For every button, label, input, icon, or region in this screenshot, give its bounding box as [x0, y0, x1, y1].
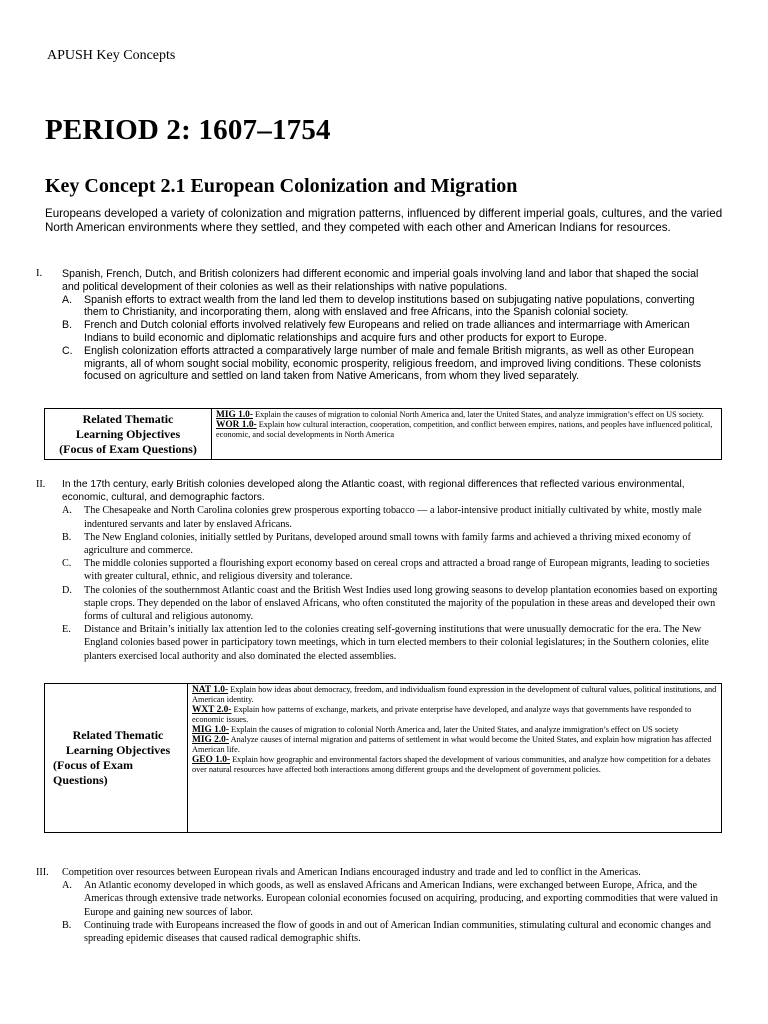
objective-text: Explain how patterns of exchange, markets, and private enterprise have developed, and analyze ways that governments have responded to economic issues.: [192, 705, 692, 724]
list-item: [62, 919, 718, 945]
item-text: The colonies of the southernmost Atlantic coast and the British West Indies used long growing seasons to develop plantation economies based on exporting staple crops. They depended on the labor of enslaved Africans, who often constituted the majority of the population in these areas and developed their own forms of cultural and religious autonomy.: [84, 584, 718, 623]
list-item: [62, 623, 718, 663]
item-text: The middle colonies supported a flourishing export economy based on cereal crops and attracted a broad range of European migrants, leading to societies with greater cultural, ethnic, and religious diversity and tolerance.: [84, 558, 710, 583]
objective: [192, 735, 717, 755]
objective-code: MIG 1.0-: [216, 410, 253, 420]
section-numeral: I.: [36, 268, 43, 279]
item-text: English colonization efforts attracted a comparatively large number of male and female British migrants, as well as other European migrants, all of whom sought social mobility, economic prosperity, religious freedom, and improved living conditions. These colonists focused on agriculture and settled on land taken from Native Americans, from whom they lived separately.: [84, 344, 702, 383]
objective-code: WOR 1.0-: [216, 420, 257, 430]
item-text: Continuing trade with Europeans increased the flow of goods in and out of American Indian communities, stimulating cultural and economic changes and spreading epidemic diseases that caused radical demographic shifts.: [84, 919, 711, 945]
item-text: The New England colonies, initially settled by Puritans, developed around small towns with family farms and achieved a thriving mixed economy of agriculture and commerce.: [84, 531, 691, 557]
objective-text: Explain how ideas about democracy, freedom, and individualism found expression in the development of cultural values, political institutions, and American identity.: [192, 685, 717, 704]
item-letter: C.: [62, 344, 73, 357]
section-numeral: II.: [36, 479, 46, 490]
document-header: APUSH Key Concepts: [47, 48, 176, 63]
objective-text: Explain how geographic and environmental factors shaped the development of various communities, and analyze how competition for a debates over natural resources have affected both interactions among different groups and the development of government policies.: [192, 755, 711, 774]
objectives-label: [45, 684, 188, 833]
section-iii-main: [36, 866, 718, 879]
list-item: [62, 319, 718, 345]
item-text: French and Dutch colonial efforts involved relatively few Europeans and relied on trade alliances and intermarriage with American Indians to build economic and diplomatic relationships and acquire furs and other products for export to Europe.: [84, 319, 690, 344]
section-ii: [36, 478, 718, 663]
objectives-list: [188, 684, 722, 833]
label-line: Learning Objectives: [65, 743, 171, 757]
objectives-label: [45, 409, 212, 460]
period-title: PERIOD 2: 1607–1754: [45, 114, 331, 146]
objective: [192, 685, 717, 705]
learning-objectives-table: [44, 683, 722, 833]
item-letter: E.: [62, 624, 71, 636]
objective-text: Explain the causes of migration to colonial North America and, later the United States, and analyze immigration’s effect on US society.: [252, 410, 704, 419]
objective-text: Explain the causes of migration to colonial North America and, later the United States, and analyze immigration’s effect on US society: [228, 725, 679, 734]
section-iii: [36, 866, 718, 945]
section-numeral: III.: [36, 867, 49, 878]
section-ii-main: [36, 478, 718, 504]
objective-text: Analyze causes of internal migration and patterns of settlement in what would become the United States, and explain how migration has affected American life.: [192, 735, 712, 754]
item-letter: B.: [62, 319, 73, 332]
list-item: [62, 879, 718, 919]
section-i-main: [36, 268, 718, 294]
objective-text: Explain how cultural interaction, cooperation, competition, and conflict between empires, nations, and peoples have influenced political, economic, and social developments in North America: [216, 420, 713, 439]
key-concept-title: Key Concept 2.1 European Colonization and Migration: [45, 175, 518, 197]
label-line: Learning Objectives: [75, 426, 181, 441]
objective: [216, 410, 717, 420]
label-line: Questions): [53, 773, 108, 787]
objective-code: WXT 2.0-: [192, 705, 232, 715]
item-letter: A.: [62, 293, 73, 306]
list-item: [62, 531, 718, 557]
item-text: The Chesapeake and North Carolina colonies grew prosperous exporting tobacco — a labor-intensive product initially cultivated by white, mostly male indentured servants and later by enslaved Africans.: [84, 505, 702, 530]
list-item: [62, 504, 718, 530]
item-letter: A.: [62, 505, 72, 517]
objective-code: NAT 1.0-: [192, 685, 229, 695]
list-item: [62, 557, 718, 583]
label-line: (Focus of Exam Questions): [59, 441, 197, 456]
objective: [192, 725, 717, 735]
key-concept-intro: Europeans developed a variety of colonization and migration patterns, influenced by different imperial goals, cultures, and the varied North American environments where they settled, and they competed with each other and American Indians for resources.: [45, 207, 723, 234]
objective-code: MIG 1.0-: [192, 725, 229, 735]
list-item: [62, 294, 718, 320]
learning-objectives-table: [44, 408, 722, 460]
section-text: Competition over resources between European rivals and American Indians encouraged industry and trade and led to conflict in the Americas.: [62, 867, 641, 878]
list-item: [62, 584, 718, 624]
item-letter: C.: [62, 558, 72, 570]
label-line: Related Thematic: [82, 411, 174, 426]
item-text: An Atlantic economy developed in which goods, as well as enslaved Africans and American Indians, were exchanged between Europe, Africa, and the Americas through extensive trade networks. European colonial economies focused on acquiring, producing, and exporting commodities that were valued in Europe and gaining new sources of labor.: [84, 880, 718, 918]
item-text: Distance and Britain’s initially lax attention led to the colonies creating self-governing institutions that were unusually democratic for the era. The New England colonies based power in participatory town meetings, which in turn elected members to their colonial legislatures; in the Southern colonies, elite planters exercised local authority and also dominated the elected assemblies.: [84, 624, 709, 662]
item-letter: A.: [62, 880, 72, 892]
label-line: (Focus of Exam: [53, 758, 133, 772]
label-line: Related Thematic: [72, 728, 164, 742]
list-item: [62, 345, 718, 383]
objective-code: GEO 1.0-: [192, 755, 231, 765]
objective: [192, 705, 717, 725]
item-letter: B.: [62, 919, 72, 931]
objectives-list: [212, 409, 722, 460]
objective: [216, 420, 717, 440]
section-i: [36, 268, 718, 383]
item-letter: D.: [62, 584, 72, 596]
item-letter: B.: [62, 531, 72, 543]
section-text: Spanish, French, Dutch, and British colonizers had different economic and imperial goals involving land and labor that shaped the social and political development of their colonies as well as their relationships with native populations.: [62, 268, 699, 293]
objective: [192, 755, 717, 775]
item-text: Spanish efforts to extract wealth from the land led them to develop institutions based on subjugating native populations, converting them to Christianity, and incorporating them, along with enslaved and free Africans, into the Spanish colonial society.: [84, 293, 695, 319]
section-text: In the 17th century, early British colonies developed along the Atlantic coast, with regional differences that reflected various environmental, economic, cultural, and demographic factors.: [62, 479, 685, 504]
objective-code: MIG 2.0-: [192, 735, 229, 745]
